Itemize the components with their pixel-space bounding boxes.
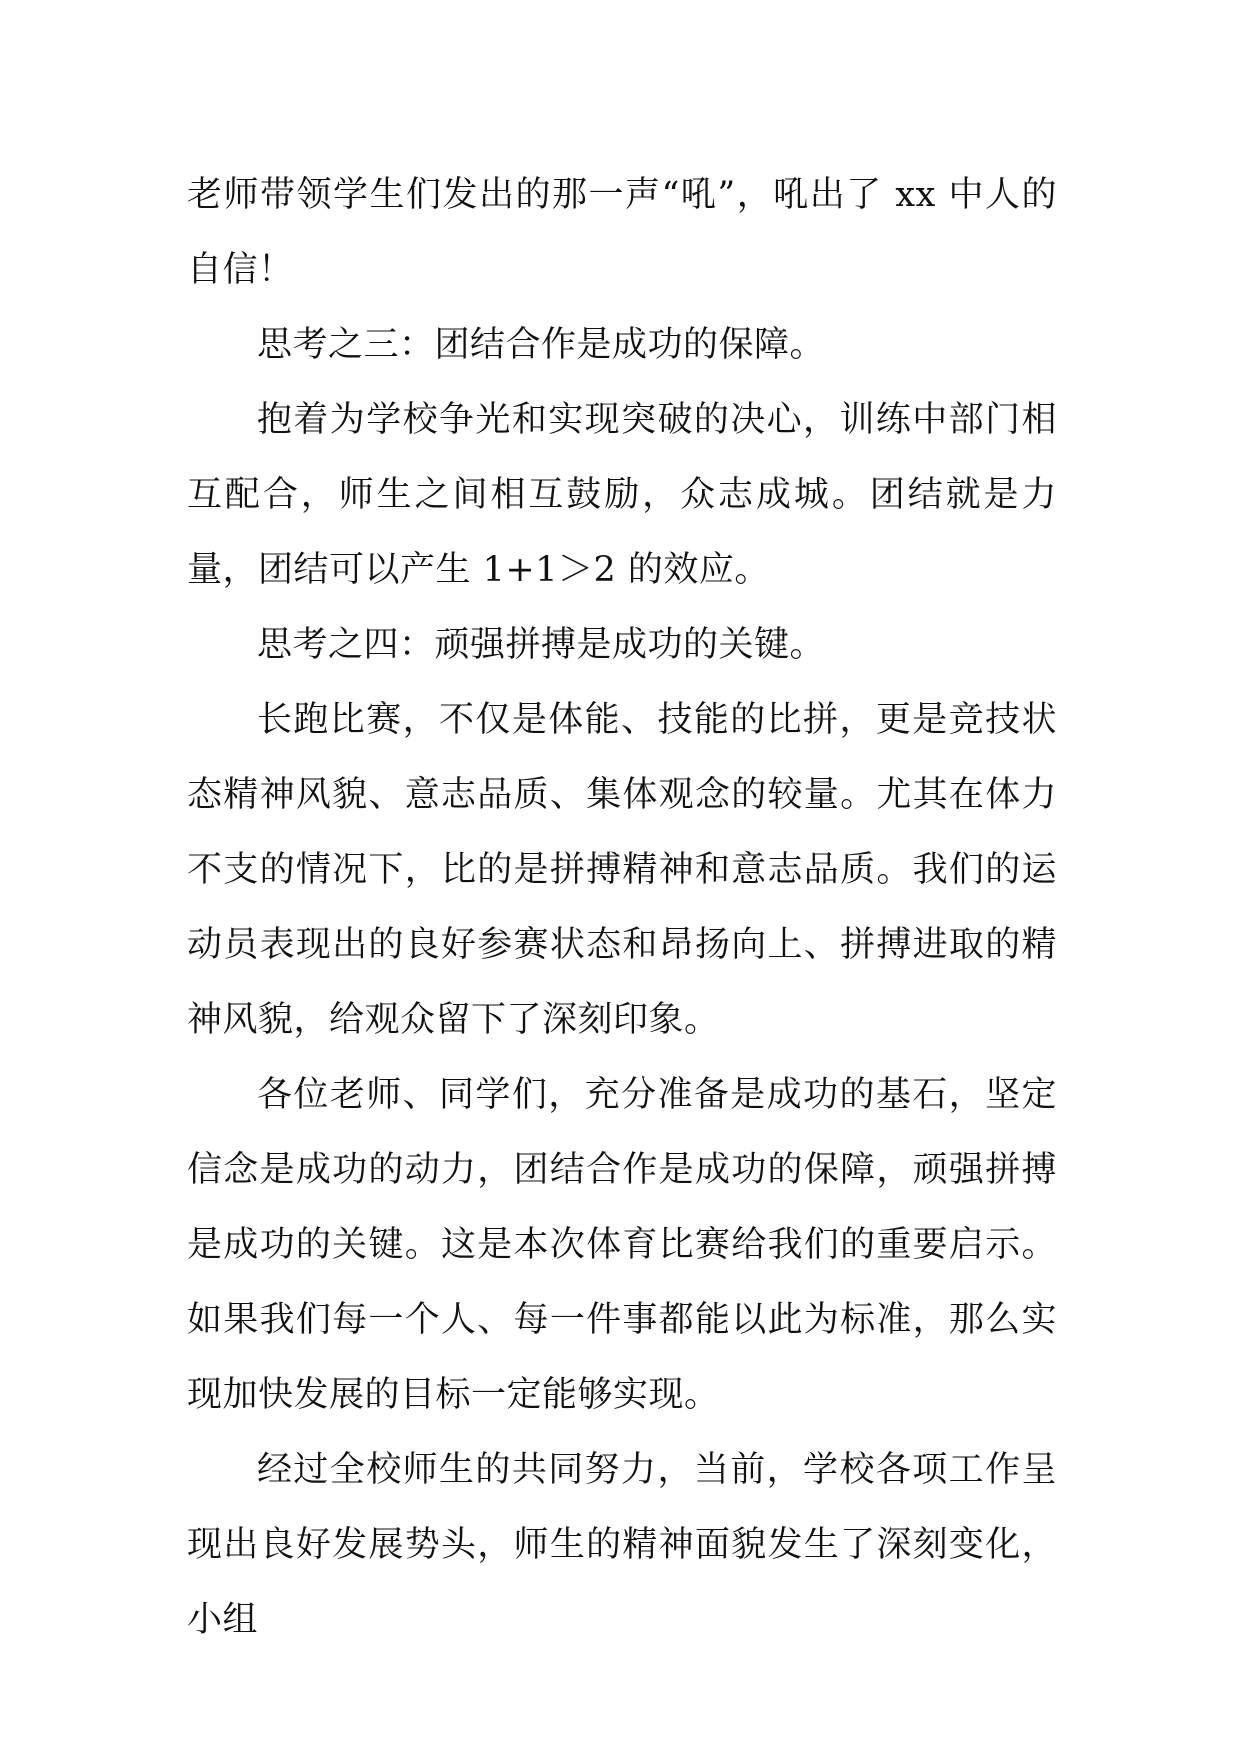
- paragraph-6: 各位老师、同学们，充分准备是成功的基石，坚定信念是成功的动力，团结合作是成功的保障，顽强拼搏是成功的关键。这是本次体育比赛给我们的重要启示。如果我们每一个人、每一件事都能以此为标准，那么实现加快发展的目标一定能够实现。: [187, 1075, 1057, 1415]
- document-body: [187, 158, 1057, 1658]
- paragraph-7: 经过全校师生的共同努力，当前，学校各项工作呈现出良好发展势头，师生的精神面貌发生了深刻变化，小组: [187, 1450, 1057, 1640]
- paragraph-1: 老师带领学生们发出的那一声“吼”，吼出了 xx 中人的自信！: [187, 175, 1057, 290]
- paragraph-4-heading: 思考之四：顽强拼搏是成功的关键。: [257, 625, 826, 665]
- paragraph-3: 抱着为学校争光和实现突破的决心，训练中部门相互配合，师生之间相互鼓励，众志成城。团结就是力量，团结可以产生 1+1＞2 的效应。: [187, 400, 1057, 590]
- paragraph-2-heading: 思考之三：团结合作是成功的保障。: [257, 325, 826, 365]
- paragraph-5: 长跑比赛，不仅是体能、技能的比拼，更是竞技状态精神风貌、意志品质、集体观念的较量。尤其在体力不支的情况下，比的是拼搏精神和意志品质。我们的运动员表现出的良好参赛状态和昂扬向上、拼搏进取的精神风貌，给观众留下了深刻印象。: [187, 700, 1057, 1040]
